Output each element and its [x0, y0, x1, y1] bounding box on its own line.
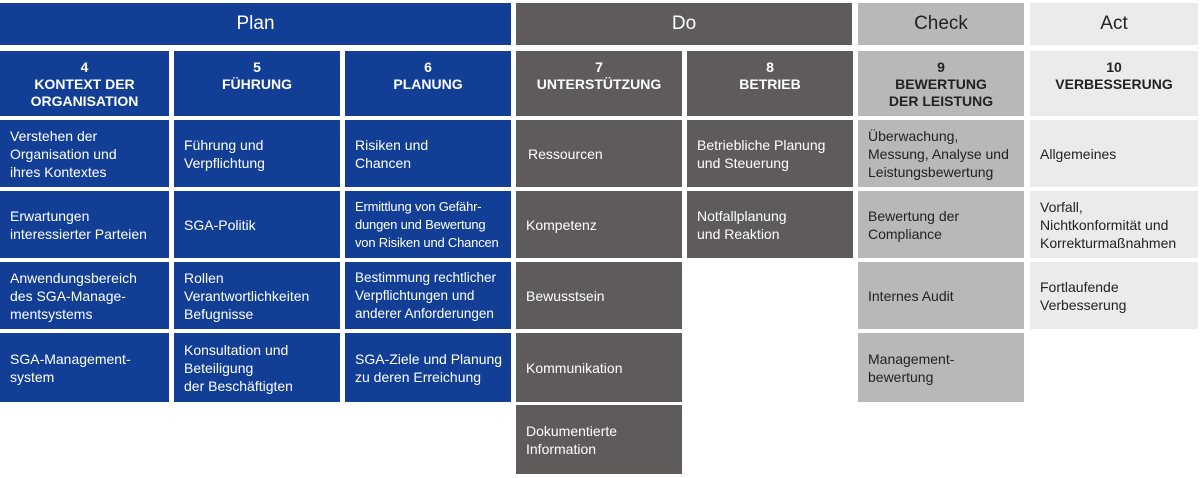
clause-item: Bewertung der Compliance — [858, 191, 1024, 258]
phase-check: Check — [858, 3, 1024, 45]
clause-item: SGA-Ziele und Planung zu deren Erreichung — [345, 333, 511, 402]
clause-item: Betriebliche Planung und Steuerung — [687, 120, 853, 187]
column-number: 8 — [766, 59, 774, 75]
column-number: 6 — [424, 59, 432, 75]
column-number: 10 — [1106, 59, 1122, 75]
clause-item: Risiken und Chancen — [345, 120, 511, 187]
phase-plan: Plan — [0, 3, 511, 45]
phase-do: Do — [516, 3, 852, 45]
column-title: UNTERSTÜTZUNG — [536, 76, 662, 92]
column-title: PLANUNG — [393, 76, 463, 92]
column-title: FÜHRUNG — [222, 76, 292, 92]
column-header-kontext — [0, 51, 169, 116]
clause-item: Dokumentierte Information — [516, 405, 682, 474]
clause-item: Vorfall, Nichtkonformität und Korrekturmaßnahmen — [1030, 191, 1198, 258]
column-title: VERBESSERUNG — [1055, 76, 1173, 92]
clause-item: Allgemeines — [1030, 120, 1198, 187]
column-title: BETRIEB — [739, 76, 801, 92]
clause-item: Verstehen der Organisation und ihres Kontextes — [0, 120, 169, 187]
clause-item: Konsultation und Beteiligung der Beschäftigten — [174, 333, 340, 402]
clause-item: Bestimmung rechtlicher Verpflichtungen und anderer Anforderungen — [345, 262, 511, 329]
column-header-planung — [345, 51, 511, 116]
clause-item: Rollen Verantwortlichkeiten Befugnisse — [174, 262, 340, 329]
clause-item: Internes Audit — [858, 262, 1024, 329]
column-number: 7 — [595, 59, 603, 75]
column-number: 4 — [80, 59, 89, 75]
clause-item: Anwendungsbereich des SGA-Manage- mentsystems — [0, 262, 169, 329]
column-header-bewertung — [858, 51, 1024, 116]
column-header-unterstuetzung — [516, 51, 682, 116]
clause-item: Bewusstsein — [516, 262, 682, 329]
phase-act: Act — [1030, 3, 1198, 45]
clause-item: Kompetenz — [516, 191, 682, 258]
clause-item: Ermittlung von Gefähr- dungen und Bewertung von Risiken und Chancen — [345, 191, 511, 258]
column-number: 5 — [253, 59, 261, 75]
clause-item: Erwartungen interessierter Parteien — [0, 191, 169, 258]
clause-item: Management- bewertung — [858, 333, 1024, 402]
clause-item: Überwachung, Messung, Analyse und Leistungsbewertung — [858, 120, 1024, 187]
clause-item: Fortlaufende Verbesserung — [1030, 262, 1198, 329]
clause-item: Ressourcen — [516, 120, 682, 187]
column-header-betrieb — [687, 51, 853, 116]
column-number: 9 — [937, 59, 945, 75]
clause-item: SGA-Politik — [174, 191, 340, 258]
column-title: BEWERTUNG DER LEISTUNG — [888, 76, 994, 109]
clause-item: SGA-Management- system — [0, 333, 169, 402]
clause-item: Notfallplanung und Reaktion — [687, 191, 853, 258]
clause-item: Kommunikation — [516, 333, 682, 402]
clause-item: Führung und Verpflichtung — [174, 120, 340, 187]
column-header-fuehrung — [174, 51, 340, 116]
column-header-verbesserung — [1030, 51, 1198, 116]
column-title: KONTEXT DER ORGANISATION — [30, 76, 139, 109]
